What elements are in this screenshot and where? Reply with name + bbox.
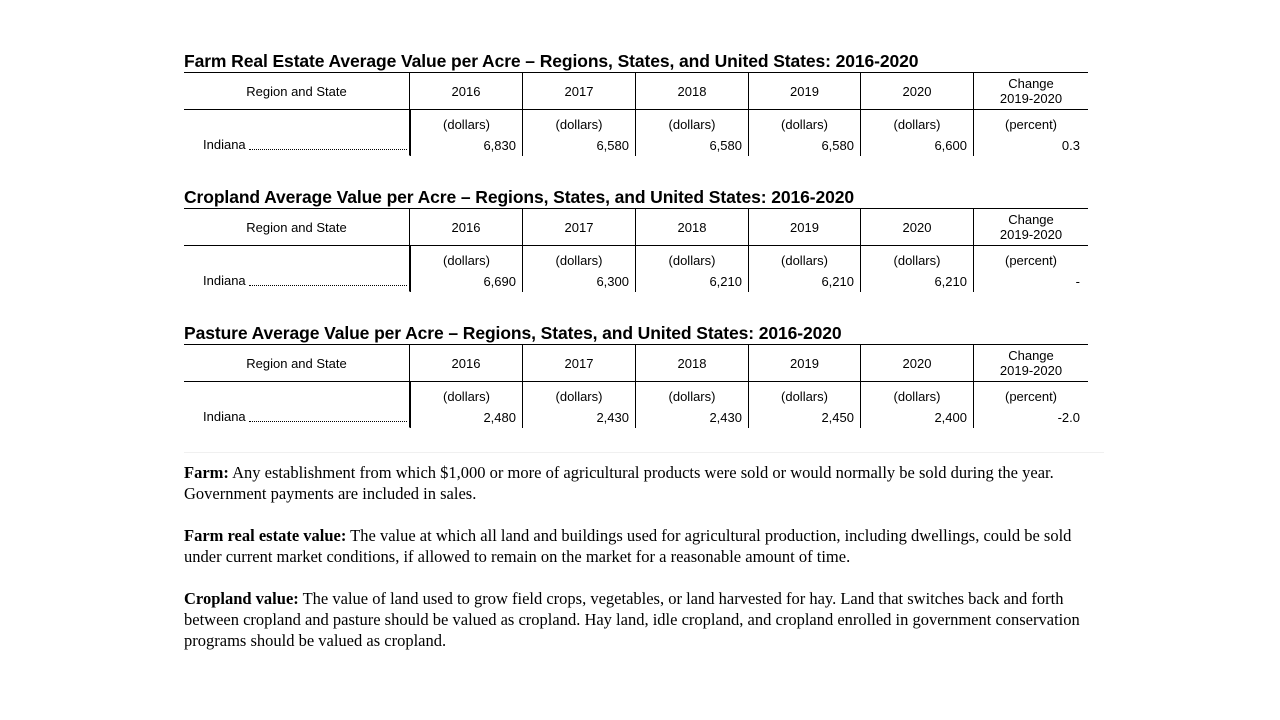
unit-dollars: (dollars)	[523, 110, 636, 134]
header-year-2016: 2016	[410, 345, 523, 381]
header-region-state: Region and State	[184, 345, 410, 381]
value-2016: 2,480	[410, 406, 523, 428]
header-change	[974, 345, 1088, 381]
unit-dollars: (dollars)	[749, 246, 861, 270]
unit-dollars: (dollars)	[410, 382, 523, 406]
unit-blank	[184, 110, 410, 134]
value-2019: 6,210	[749, 270, 861, 292]
unit-dollars: (dollars)	[410, 110, 523, 134]
table-title: Cropland Average Value per Acre – Regions, States, and United States: 2016-2020	[184, 187, 854, 207]
dot-leader	[249, 284, 407, 286]
unit-dollars: (dollars)	[523, 382, 636, 406]
unit-dollars: (dollars)	[410, 246, 523, 270]
definition-term: Farm:	[184, 463, 229, 482]
header-change-line1: Change	[1008, 212, 1054, 227]
definition-cropland-value	[184, 588, 1094, 651]
value-2019: 2,450	[749, 406, 861, 428]
header-year-2020: 2020	[861, 345, 974, 381]
definition-term: Cropland value:	[184, 589, 299, 608]
cropland-table	[184, 187, 1088, 292]
value-2017: 2,430	[523, 406, 636, 428]
header-change-line2: 2019-2020	[999, 227, 1063, 242]
header-year-2019: 2019	[749, 73, 861, 109]
definition-farm	[184, 462, 1094, 504]
header-year-2019: 2019	[749, 209, 861, 245]
value-2020: 6,210	[861, 270, 974, 292]
header-year-2020: 2020	[861, 209, 974, 245]
definition-text: The value at which all land and buildings used for agricultural production, including dwellings, could be sold under current market conditions, if allowed to remain on the market for a reasonable amount of time.	[184, 526, 1072, 566]
row-state-cell	[184, 406, 410, 428]
table-header-row	[184, 73, 1088, 110]
table-header-row	[184, 345, 1088, 382]
table-row	[184, 270, 1088, 292]
header-change-line1: Change	[1008, 348, 1054, 363]
unit-dollars: (dollars)	[523, 246, 636, 270]
section-divider	[184, 452, 1104, 453]
table-title: Pasture Average Value per Acre – Regions, States, and United States: 2016-2020	[184, 323, 842, 343]
value-2017: 6,300	[523, 270, 636, 292]
unit-blank	[184, 382, 410, 406]
unit-percent: (percent)	[1004, 252, 1058, 268]
header-year-2019: 2019	[749, 345, 861, 381]
header-year-2017: 2017	[523, 209, 636, 245]
header-change-line1: Change	[1008, 76, 1054, 91]
header-region-state: Region and State	[184, 73, 410, 109]
pasture-table	[184, 323, 1088, 428]
definition-text: Any establishment from which $1,000 or more of agricultural products were sold or would normally be sold during the year. Government payments are included in sales.	[184, 463, 1054, 503]
dot-leader	[249, 148, 407, 150]
definition-term: Farm real estate value:	[184, 526, 347, 545]
table-row	[184, 134, 1088, 156]
unit-percent: (percent)	[1004, 116, 1058, 132]
unit-dollars: (dollars)	[636, 246, 749, 270]
header-year-2016: 2016	[410, 209, 523, 245]
header-change-line2: 2019-2020	[999, 363, 1063, 378]
header-year-2018: 2018	[636, 345, 749, 381]
dot-leader	[249, 420, 407, 422]
value-2020: 2,400	[861, 406, 974, 428]
header-change	[974, 209, 1088, 245]
value-2018: 6,580	[636, 134, 749, 156]
definition-farm-real-estate-value	[184, 525, 1094, 567]
table-row	[184, 406, 1088, 428]
table-unit-row	[184, 110, 1088, 134]
header-year-2018: 2018	[636, 73, 749, 109]
header-year-2017: 2017	[523, 345, 636, 381]
value-2018: 2,430	[636, 406, 749, 428]
unit-dollars: (dollars)	[749, 382, 861, 406]
value-2018: 6,210	[636, 270, 749, 292]
table-title: Farm Real Estate Average Value per Acre – Regions, States, and United States: 2016-2020	[184, 51, 919, 71]
unit-dollars: (dollars)	[861, 110, 974, 134]
value-change: -2.0	[1057, 409, 1080, 425]
table-unit-row	[184, 246, 1088, 270]
state-name: Indiana	[203, 137, 246, 152]
header-year-2020: 2020	[861, 73, 974, 109]
value-2020: 6,600	[861, 134, 974, 156]
value-2017: 6,580	[523, 134, 636, 156]
value-2016: 6,690	[410, 270, 523, 292]
table-body	[184, 208, 1088, 292]
header-change	[974, 73, 1088, 109]
header-region-state: Region and State	[184, 209, 410, 245]
table-body	[184, 72, 1088, 156]
unit-dollars: (dollars)	[749, 110, 861, 134]
row-state-cell	[184, 270, 410, 292]
value-change: -	[1075, 273, 1080, 289]
row-state-cell	[184, 134, 410, 156]
table-header-row	[184, 209, 1088, 246]
unit-percent: (percent)	[1004, 388, 1058, 404]
farm-real-estate-table	[184, 51, 1088, 156]
unit-dollars: (dollars)	[636, 382, 749, 406]
value-change: 0.3	[1061, 137, 1080, 153]
unit-dollars: (dollars)	[861, 246, 974, 270]
unit-dollars: (dollars)	[861, 382, 974, 406]
value-2019: 6,580	[749, 134, 861, 156]
header-year-2017: 2017	[523, 73, 636, 109]
unit-blank	[184, 246, 410, 270]
state-name: Indiana	[203, 273, 246, 288]
header-year-2016: 2016	[410, 73, 523, 109]
header-year-2018: 2018	[636, 209, 749, 245]
definition-text: The value of land used to grow field crops, vegetables, or land harvested for hay. Land that switches back and forth between cropland and pasture should be valued as cropland. Hay land, idle cropland, and cropland enrolled in government conservation programs should be valued as cropland.	[184, 589, 1080, 650]
header-change-line2: 2019-2020	[999, 91, 1063, 106]
state-name: Indiana	[203, 409, 246, 424]
table-body	[184, 344, 1088, 428]
table-unit-row	[184, 382, 1088, 406]
value-2016: 6,830	[410, 134, 523, 156]
unit-dollars: (dollars)	[636, 110, 749, 134]
definitions-section	[184, 462, 1094, 672]
